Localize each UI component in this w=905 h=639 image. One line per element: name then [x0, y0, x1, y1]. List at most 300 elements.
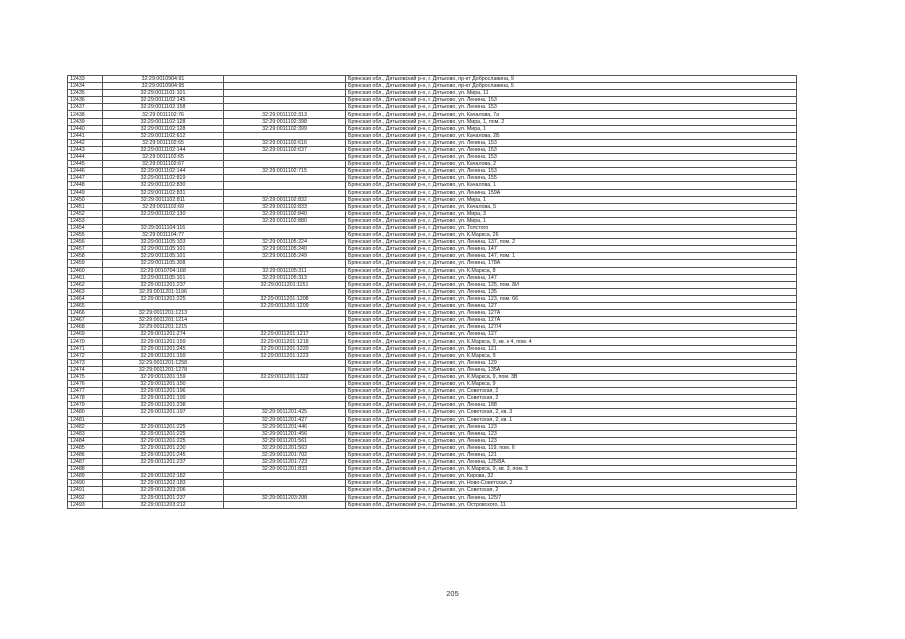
table-row: [68, 203, 797, 210]
table-row: [68, 224, 797, 231]
table-row: [68, 274, 797, 281]
row-number-cell: 12491: [68, 487, 103, 494]
row-number-cell: 12487: [68, 459, 103, 466]
row-number-cell: 12437: [68, 104, 103, 111]
table-row: [68, 161, 797, 168]
row-number-cell: 12488: [68, 466, 103, 473]
table-row: [68, 402, 797, 409]
object-number-cell: [224, 90, 346, 97]
table-row: [68, 189, 797, 196]
table-row: [68, 473, 797, 480]
row-number-cell: 12479: [68, 402, 103, 409]
cadastral-number-cell: 32:29:0011105:308: [103, 260, 224, 267]
row-number-cell: 12455: [68, 232, 103, 239]
row-number-cell: 12452: [68, 210, 103, 217]
cadastral-number-cell: 32:29:0011102:144: [103, 168, 224, 175]
table-row: [68, 97, 797, 104]
cadastral-number-cell: 32:29:0011105:101: [103, 246, 224, 253]
row-number-cell: 12458: [68, 253, 103, 260]
object-number-cell: [224, 324, 346, 331]
cadastral-number-cell: 32:29:0011102:130: [103, 210, 224, 217]
object-number-cell: 32:29:0011102:833: [224, 203, 346, 210]
cadastral-number-cell: 32:29:0011201:274: [103, 331, 224, 338]
table-row: [68, 281, 797, 288]
table-row: [68, 381, 797, 388]
row-number-cell: 12435: [68, 90, 103, 97]
cadastral-number-cell: 32:29:0011203:212: [103, 501, 224, 508]
row-number-cell: 12451: [68, 203, 103, 210]
row-number-cell: 12441: [68, 132, 103, 139]
row-number-cell: 12436: [68, 97, 103, 104]
address-cell: Брянская обл., Дятьковский р-н, г. Дятьково, ул. Ленина, 178А: [346, 260, 797, 267]
address-cell: Брянская обл., Дятьковский р-н, г. Дятьково, ул. Ленина, 123: [346, 437, 797, 444]
table-row: [68, 317, 797, 324]
row-number-cell: 12493: [68, 501, 103, 508]
table-row: [68, 444, 797, 451]
cadastral-number-cell: 32:29:0011201:159: [103, 352, 224, 359]
row-number-cell: 12439: [68, 118, 103, 125]
object-number-cell: 32:29:0011201:1209: [224, 303, 346, 310]
cadastral-number-cell: 32:29:0011203:206: [103, 487, 224, 494]
object-number-cell: [224, 260, 346, 267]
address-cell: Брянская обл., Дятьковский р-н, г. Дятьково, ул. Советская, 2: [346, 487, 797, 494]
cadastral-number-cell: 32:29:0011102:65: [103, 139, 224, 146]
cadastral-number-cell: 32:29:0011201:237: [103, 494, 224, 501]
address-cell: Брянская обл., Дятьковский р-н, г. Дятьково, ул. Ленина, 147: [346, 274, 797, 281]
row-number-cell: 12466: [68, 310, 103, 317]
address-cell: Брянская обл., Дятьковский р-н, г. Дятьково, ул. Кирова, 32: [346, 473, 797, 480]
object-number-cell: 32:29:0011201:427: [224, 416, 346, 423]
cadastral-number-cell: 32:29:0011201:1214: [103, 317, 224, 324]
address-cell: Брянская обл., Дятьковский р-н, г. Дятьково, ул. Ленина, 121: [346, 345, 797, 352]
table-row: [68, 331, 797, 338]
object-number-cell: 32:29:0011201:1220: [224, 345, 346, 352]
cadastral-number-cell: 32:29:0011105:101: [103, 274, 224, 281]
object-number-cell: [224, 310, 346, 317]
table-row: [68, 232, 797, 239]
row-number-cell: 12489: [68, 473, 103, 480]
cadastral-number-cell: 32:29:0011201:225: [103, 295, 224, 302]
address-cell: Брянская обл., Дятьковский р-н, г. Дятьково, ул. Мира, 1: [346, 196, 797, 203]
object-number-cell: [224, 182, 346, 189]
object-number-cell: 32:29:0011201:456: [224, 430, 346, 437]
address-cell: Брянская обл., Дятьковский р-н, г. Дятьково, ул. К.Маркса, 9, кв. 3, пом. 3: [346, 466, 797, 473]
address-cell: Брянская обл., Дятьковский р-н, г. Дятьково, ул. Качалова, 2: [346, 161, 797, 168]
row-number-cell: 12448: [68, 182, 103, 189]
row-number-cell: 12470: [68, 338, 103, 345]
address-cell: Брянская обл., Дятьковский р-н, г. Дятьково, ул. Ленина, 153: [346, 104, 797, 111]
cadastral-number-cell: 32:29:0011102:158: [103, 104, 224, 111]
cadastral-number-cell: 32:29:0011102:831: [103, 189, 224, 196]
address-cell: Брянская обл., Дятьковский р-н, г. Дятьково, ул. Советская, 2, кв. 3: [346, 409, 797, 416]
row-number-cell: 12440: [68, 125, 103, 132]
table-row: [68, 303, 797, 310]
table-row: [68, 494, 797, 501]
address-cell: Брянская обл., Дятьковский р-н, г. Дятьково, ул. Качалова, 7а: [346, 111, 797, 118]
object-number-cell: [224, 76, 346, 83]
table-row: [68, 90, 797, 97]
table-row: [68, 132, 797, 139]
table-row: [68, 345, 797, 352]
object-number-cell: [224, 132, 346, 139]
cadastral-number-cell: 32:29:0011104:77: [103, 232, 224, 239]
address-cell: Брянская обл., Дятьковский р-н, г. Дятьково, ул. К.Маркса, 9: [346, 352, 797, 359]
row-number-cell: 12482: [68, 423, 103, 430]
cadastral-number-cell: 32:29:0011102:69: [103, 203, 224, 210]
cadastral-number-cell: 32:29:0011102:612: [103, 132, 224, 139]
table-row: [68, 366, 797, 373]
object-number-cell: 32:29:0011201:1223: [224, 352, 346, 359]
address-cell: Брянская обл., Дятьковский р-н, г. Дятьково, ул. Ленина, 129: [346, 359, 797, 366]
address-cell: Брянская обл., Дятьковский р-н, г. Дятьково, ул. Ленина, 127: [346, 303, 797, 310]
address-cell: Брянская обл., Дятьковский р-н, г. Дятьково, пр-кт Доброславина, 5: [346, 83, 797, 90]
row-number-cell: 12445: [68, 161, 103, 168]
table-row: [68, 395, 797, 402]
row-number-cell: 12438: [68, 111, 103, 118]
row-number-cell: 12454: [68, 224, 103, 231]
row-number-cell: 12475: [68, 373, 103, 380]
object-number-cell: 32:29:0011201:561: [224, 437, 346, 444]
table-row: [68, 196, 797, 203]
table-row: [68, 260, 797, 267]
address-cell: Брянская обл., Дятьковский р-н, г. Дятьково, ул. К.Маркса, 9, пом. 3В: [346, 373, 797, 380]
cadastral-number-cell: 32:29:0011102:76: [103, 111, 224, 118]
object-number-cell: 32:29:0011201:1217: [224, 331, 346, 338]
table-row: [68, 459, 797, 466]
row-number-cell: 12472: [68, 352, 103, 359]
row-number-cell: 12486: [68, 451, 103, 458]
table-row: [68, 373, 797, 380]
address-cell: Брянская обл., Дятьковский р-н, г. Дятьково, ул. Мира, 1: [346, 217, 797, 224]
row-number-cell: 12453: [68, 217, 103, 224]
table-row: [68, 487, 797, 494]
object-number-cell: [224, 189, 346, 196]
row-number-cell: 12485: [68, 444, 103, 451]
cadastral-number-cell: 32:29:0011102:67: [103, 161, 224, 168]
cadastral-number-cell: 32:29:0011105:101: [103, 253, 224, 260]
table-row: [68, 239, 797, 246]
table-row: [68, 295, 797, 302]
row-number-cell: 12463: [68, 288, 103, 295]
address-cell: Брянская обл., Дятьковский р-н, г. Дятьково, ул. Ленина, 127А: [346, 310, 797, 317]
address-cell: Брянская обл., Дятьковский р-н, г. Дятьково, ул. Советская, 2: [346, 388, 797, 395]
table-row: [68, 430, 797, 437]
address-cell: Брянская обл., Дятьковский р-н, г. Дятьково, ул. Ленина, 147: [346, 246, 797, 253]
object-number-cell: 32:29:0011102:616: [224, 139, 346, 146]
cadastral-number-cell: 32:29:0011201:245: [103, 451, 224, 458]
address-cell: Брянская обл., Дятьковский р-н, г. Дятьково, ул. Ленина, 137, пом. 2: [346, 239, 797, 246]
address-cell: Брянская обл., Дятьковский р-н, г. Дятьково, ул. Ленина, 188: [346, 402, 797, 409]
cadastral-number-cell: 32:29:0011102:830: [103, 182, 224, 189]
address-cell: Брянская обл., Дятьковский р-н, г. Дятьково, ул. К.Маркса, 9: [346, 381, 797, 388]
table-row: [68, 175, 797, 182]
object-number-cell: [224, 154, 346, 161]
address-cell: Брянская обл., Дятьковский р-н, г. Дятьково, ул. Ленина, 159А: [346, 189, 797, 196]
cadastral-number-cell: 32:29:0011201:225: [103, 437, 224, 444]
table-row: [68, 182, 797, 189]
object-number-cell: 32:29:0011201:1218: [224, 338, 346, 345]
address-cell: Брянская обл., Дятьковский р-н, г. Дятьково, ул. Советская, 2, кв. 1: [346, 416, 797, 423]
table-row: [68, 437, 797, 444]
row-number-cell: 12443: [68, 146, 103, 153]
cadastral-number-cell: [103, 217, 224, 224]
row-number-cell: 12480: [68, 409, 103, 416]
table-row: [68, 146, 797, 153]
object-number-cell: [224, 359, 346, 366]
object-number-cell: [224, 395, 346, 402]
object-number-cell: [224, 480, 346, 487]
cadastral-number-cell: 32:29:0011201:1213: [103, 310, 224, 317]
cadastral-number-cell: 32:29:0011201:245: [103, 345, 224, 352]
address-cell: Брянская обл., Дятьковский р-н, г. Дятьково, ул. Ленина, 135: [346, 288, 797, 295]
table-row: [68, 288, 797, 295]
table-row: [68, 83, 797, 90]
address-cell: Брянская обл., Дятьковский р-н, г. Дятьково, ул. К.Маркса, 8: [346, 267, 797, 274]
cadastral-number-cell: 32:29:0011105:103: [103, 239, 224, 246]
cadastral-number-cell: 32:29:0011102:819: [103, 175, 224, 182]
table-row: [68, 451, 797, 458]
row-number-cell: 12456: [68, 239, 103, 246]
row-number-cell: 12446: [68, 168, 103, 175]
cadastral-number-cell: [103, 303, 224, 310]
table-row: [68, 501, 797, 508]
address-cell: Брянская обл., Дятьковский р-н, г. Дятьково, ул. Ленина, 153: [346, 168, 797, 175]
table-row: [68, 111, 797, 118]
object-number-cell: 32:29:0011102:398: [224, 118, 346, 125]
table-row: [68, 168, 797, 175]
address-cell: Брянская обл., Дятьковский р-н, г. Дятьково, ул. Ленина, 153: [346, 146, 797, 153]
address-cell: Брянская обл., Дятьковский р-н, г. Дятьково, ул. Ленина, 121: [346, 451, 797, 458]
table-row: [68, 210, 797, 217]
object-number-cell: [224, 381, 346, 388]
object-number-cell: [224, 288, 346, 295]
object-number-cell: 32:29:0011102:832: [224, 196, 346, 203]
object-number-cell: [224, 473, 346, 480]
cadastral-number-cell: 32:29:0011201:1215: [103, 324, 224, 331]
row-number-cell: 12492: [68, 494, 103, 501]
object-number-cell: 32:29:0011201:702: [224, 451, 346, 458]
object-number-cell: 32:29:0011201:1151: [224, 281, 346, 288]
cadastral-number-cell: 32:29:0011102:128: [103, 118, 224, 125]
cadastral-number-cell: 32:29:0010704:168: [103, 267, 224, 274]
cadastral-number-cell: 32:29:0011102:65: [103, 154, 224, 161]
address-cell: Брянская обл., Дятьковский р-н, г. Дятьково, ул. Ленина, 127: [346, 331, 797, 338]
cadastral-number-cell: 32:29:0011201:197: [103, 409, 224, 416]
row-number-cell: 12481: [68, 416, 103, 423]
object-number-cell: 32:29:0011102:840: [224, 210, 346, 217]
object-number-cell: [224, 161, 346, 168]
row-number-cell: 12450: [68, 196, 103, 203]
address-cell: Брянская обл., Дятьковский р-н, г. Дятьково, ул. Мира, 3: [346, 210, 797, 217]
row-number-cell: 12484: [68, 437, 103, 444]
cadastral-number-cell: 32:29:0011201:237: [103, 281, 224, 288]
address-cell: Брянская обл., Дятьковский р-н, г. Дятьково, ул. Островского, 11: [346, 501, 797, 508]
table-row: [68, 466, 797, 473]
cadastral-number-cell: 32:29:0011201:230: [103, 444, 224, 451]
table-row: [68, 423, 797, 430]
cadastral-number-cell: 32:29:0011201:159: [103, 338, 224, 345]
address-cell: Брянская обл., Дятьковский р-н, г. Дятьково, пр-кт Доброславина, 9: [346, 76, 797, 83]
cadastral-number-cell: 32:29:0011102:128: [103, 125, 224, 132]
table-row: [68, 118, 797, 125]
cadastral-number-cell: 32:29:0011101:101: [103, 90, 224, 97]
row-number-cell: 12465: [68, 303, 103, 310]
object-number-cell: 32:29:0011105:313: [224, 274, 346, 281]
table-row: [68, 416, 797, 423]
address-cell: Брянская обл., Дятьковский р-н, г. Дятьково, ул. Ленина, 119, пом. II: [346, 444, 797, 451]
table-row: [68, 324, 797, 331]
cadastral-number-cell: 32:29:0011202:183: [103, 480, 224, 487]
object-number-cell: 32:29:0011102:637: [224, 146, 346, 153]
address-cell: Брянская обл., Дятьковский р-н, г. Дятьково, ул. Толстого: [346, 224, 797, 231]
cadastral-number-cell: 32:29:0010904:91: [103, 76, 224, 83]
address-cell: Брянская обл., Дятьковский р-н, г. Дятьково, ул. Качалова, 2Б: [346, 132, 797, 139]
object-number-cell: 32:29:0011102:880: [224, 217, 346, 224]
table-row: [68, 125, 797, 132]
row-number-cell: 12469: [68, 331, 103, 338]
object-number-cell: [224, 97, 346, 104]
object-number-cell: 32:29:0011102:313: [224, 111, 346, 118]
row-number-cell: 12449: [68, 189, 103, 196]
object-number-cell: [224, 402, 346, 409]
address-cell: Брянская обл., Дятьковский р-н, г. Дятьково, ул. Ленина, 123: [346, 430, 797, 437]
address-cell: Брянская обл., Дятьковский р-н, г. Дятьково, ул. Ленина, 125/7: [346, 494, 797, 501]
object-number-cell: 32:29:0011102:715: [224, 168, 346, 175]
cadastral-number-cell: 32:29:0011201:1196: [103, 288, 224, 295]
row-number-cell: 12468: [68, 324, 103, 331]
object-number-cell: 32:29:0011203:208: [224, 494, 346, 501]
cadastral-number-cell: 32:29:0011201:225: [103, 423, 224, 430]
object-number-cell: [224, 224, 346, 231]
object-number-cell: 32:29:0011105:249: [224, 253, 346, 260]
object-number-cell: [224, 104, 346, 111]
address-cell: Брянская обл., Дятьковский р-н, г. Дятьково, ул. Ново-Советская, 2: [346, 480, 797, 487]
table-row: [68, 267, 797, 274]
cadastral-register-table: [67, 75, 797, 509]
address-cell: Брянская обл., Дятьковский р-н, г. Дятьково, ул. Ленина, 123, пом. 66: [346, 295, 797, 302]
address-cell: Брянская обл., Дятьковский р-н, г. Дятьково, ул. Ленина, 127А: [346, 317, 797, 324]
cadastral-number-cell: 32:29:0011201:150: [103, 381, 224, 388]
row-number-cell: 12459: [68, 260, 103, 267]
address-cell: Брянская обл., Дятьковский р-н, г. Дятьково, ул. Ленина, 125/8А: [346, 459, 797, 466]
address-cell: Брянская обл., Дятьковский р-н, г. Дятьково, ул. Ленина, 153: [346, 154, 797, 161]
address-cell: Брянская обл., Дятьковский р-н, г. Дятьково, ул. Ленина, 135А: [346, 366, 797, 373]
table-row: [68, 409, 797, 416]
table-row: [68, 154, 797, 161]
object-number-cell: [224, 366, 346, 373]
cadastral-number-cell: 32:29:0011201:225: [103, 430, 224, 437]
row-number-cell: 12476: [68, 381, 103, 388]
table-row: [68, 139, 797, 146]
cadastral-number-cell: 32:29:0011104:116: [103, 224, 224, 231]
row-number-cell: 12471: [68, 345, 103, 352]
address-cell: Брянская обл., Дятьковский р-н, г. Дятьково, ул. К.Маркса, 9, кв. к 4, пом. 4: [346, 338, 797, 345]
row-number-cell: 12461: [68, 274, 103, 281]
object-number-cell: 32:29:0011201:446: [224, 423, 346, 430]
row-number-cell: 12490: [68, 480, 103, 487]
cadastral-number-cell: 32:29:0010904:95: [103, 83, 224, 90]
object-number-cell: [224, 501, 346, 508]
cadastral-number-cell: 32:29:0011201:196: [103, 388, 224, 395]
table-row: [68, 104, 797, 111]
row-number-cell: 12442: [68, 139, 103, 146]
cadastral-number-cell: 32:29:0011201:1258: [103, 359, 224, 366]
object-number-cell: [224, 175, 346, 182]
cadastral-number-cell: 32:29:0011102:144: [103, 146, 224, 153]
object-number-cell: [224, 317, 346, 324]
row-number-cell: 12467: [68, 317, 103, 324]
row-number-cell: 12464: [68, 295, 103, 302]
row-number-cell: 12433: [68, 76, 103, 83]
address-cell: Брянская обл., Дятьковский р-н, г. Дятьково, ул. Ленина, 127/4: [346, 324, 797, 331]
address-cell: Брянская обл., Дятьковский р-н, г. Дятьково, ул. Качалова, 5: [346, 203, 797, 210]
address-cell: Брянская обл., Дятьковский р-н, г. Дятьково, ул. Мира, 11: [346, 90, 797, 97]
object-number-cell: [224, 232, 346, 239]
row-number-cell: 12477: [68, 388, 103, 395]
address-cell: Брянская обл., Дятьковский р-н, г. Дятьково, ул. Мира, 1: [346, 125, 797, 132]
row-number-cell: 12447: [68, 175, 103, 182]
cadastral-number-cell: 32:29:0011201:237: [103, 459, 224, 466]
cadastral-number-cell: 32:29:0011102:811: [103, 196, 224, 203]
object-number-cell: 32:29:0011201:723: [224, 459, 346, 466]
table-row: [68, 359, 797, 366]
address-cell: Брянская обл., Дятьковский р-н, г. Дятьково, ул. Качалова, 1: [346, 182, 797, 189]
object-number-cell: 32:29:0011105:224: [224, 239, 346, 246]
address-cell: Брянская обл., Дятьковский р-н, г. Дятьково, ул. Ленина, 147, пом. 1: [346, 253, 797, 260]
address-cell: Брянская обл., Дятьковский р-н, г. Дятьково, ул. Ленина, 155: [346, 175, 797, 182]
row-number-cell: 12483: [68, 430, 103, 437]
table-row: [68, 253, 797, 260]
table-row: [68, 217, 797, 224]
table-body: [68, 76, 797, 509]
object-number-cell: 32:29:0011105:240: [224, 246, 346, 253]
address-cell: Брянская обл., Дятьковский р-н, г. Дятьково, ул. Ленина, 153: [346, 139, 797, 146]
table-row: [68, 352, 797, 359]
object-number-cell: 32:29:0011201:563: [224, 444, 346, 451]
page-number: 205: [446, 589, 459, 598]
cadastral-number-cell: 32:29:0011201:199: [103, 395, 224, 402]
cadastral-number-cell: 32:29:0011201:238: [103, 402, 224, 409]
cadastral-number-cell: 32:29:0011102:145: [103, 97, 224, 104]
row-number-cell: 12478: [68, 395, 103, 402]
cadastral-number-cell: 32:29:0011201:159: [103, 373, 224, 380]
row-number-cell: 12462: [68, 281, 103, 288]
address-cell: Брянская обл., Дятьковский р-н, г. Дятьково, ул. К.Маркса, 26: [346, 232, 797, 239]
table-row: [68, 480, 797, 487]
object-number-cell: 32:29:0011105:311: [224, 267, 346, 274]
address-cell: Брянская обл., Дятьковский р-н, г. Дятьково, ул. Ленина, 123: [346, 423, 797, 430]
object-number-cell: [224, 487, 346, 494]
table-row: [68, 76, 797, 83]
object-number-cell: 32:29:0011102:399: [224, 125, 346, 132]
address-cell: Брянская обл., Дятьковский р-н, г. Дятьково, ул. Советская, 2: [346, 395, 797, 402]
address-cell: Брянская обл., Дятьковский р-н, г. Дятьково, ул. Мира, 1, пом. 2: [346, 118, 797, 125]
row-number-cell: 12473: [68, 359, 103, 366]
row-number-cell: 12457: [68, 246, 103, 253]
table-row: [68, 388, 797, 395]
object-number-cell: 32:29:0011201:425: [224, 409, 346, 416]
table-row: [68, 338, 797, 345]
object-number-cell: 32:29:0011201:1322: [224, 373, 346, 380]
table-row: [68, 310, 797, 317]
row-number-cell: 12474: [68, 366, 103, 373]
row-number-cell: 12460: [68, 267, 103, 274]
row-number-cell: 12434: [68, 83, 103, 90]
cadastral-number-cell: [103, 466, 224, 473]
cadastral-number-cell: 32:29:0011202:182: [103, 473, 224, 480]
object-number-cell: [224, 388, 346, 395]
cadastral-number-cell: 32:29:0011201:1278: [103, 366, 224, 373]
